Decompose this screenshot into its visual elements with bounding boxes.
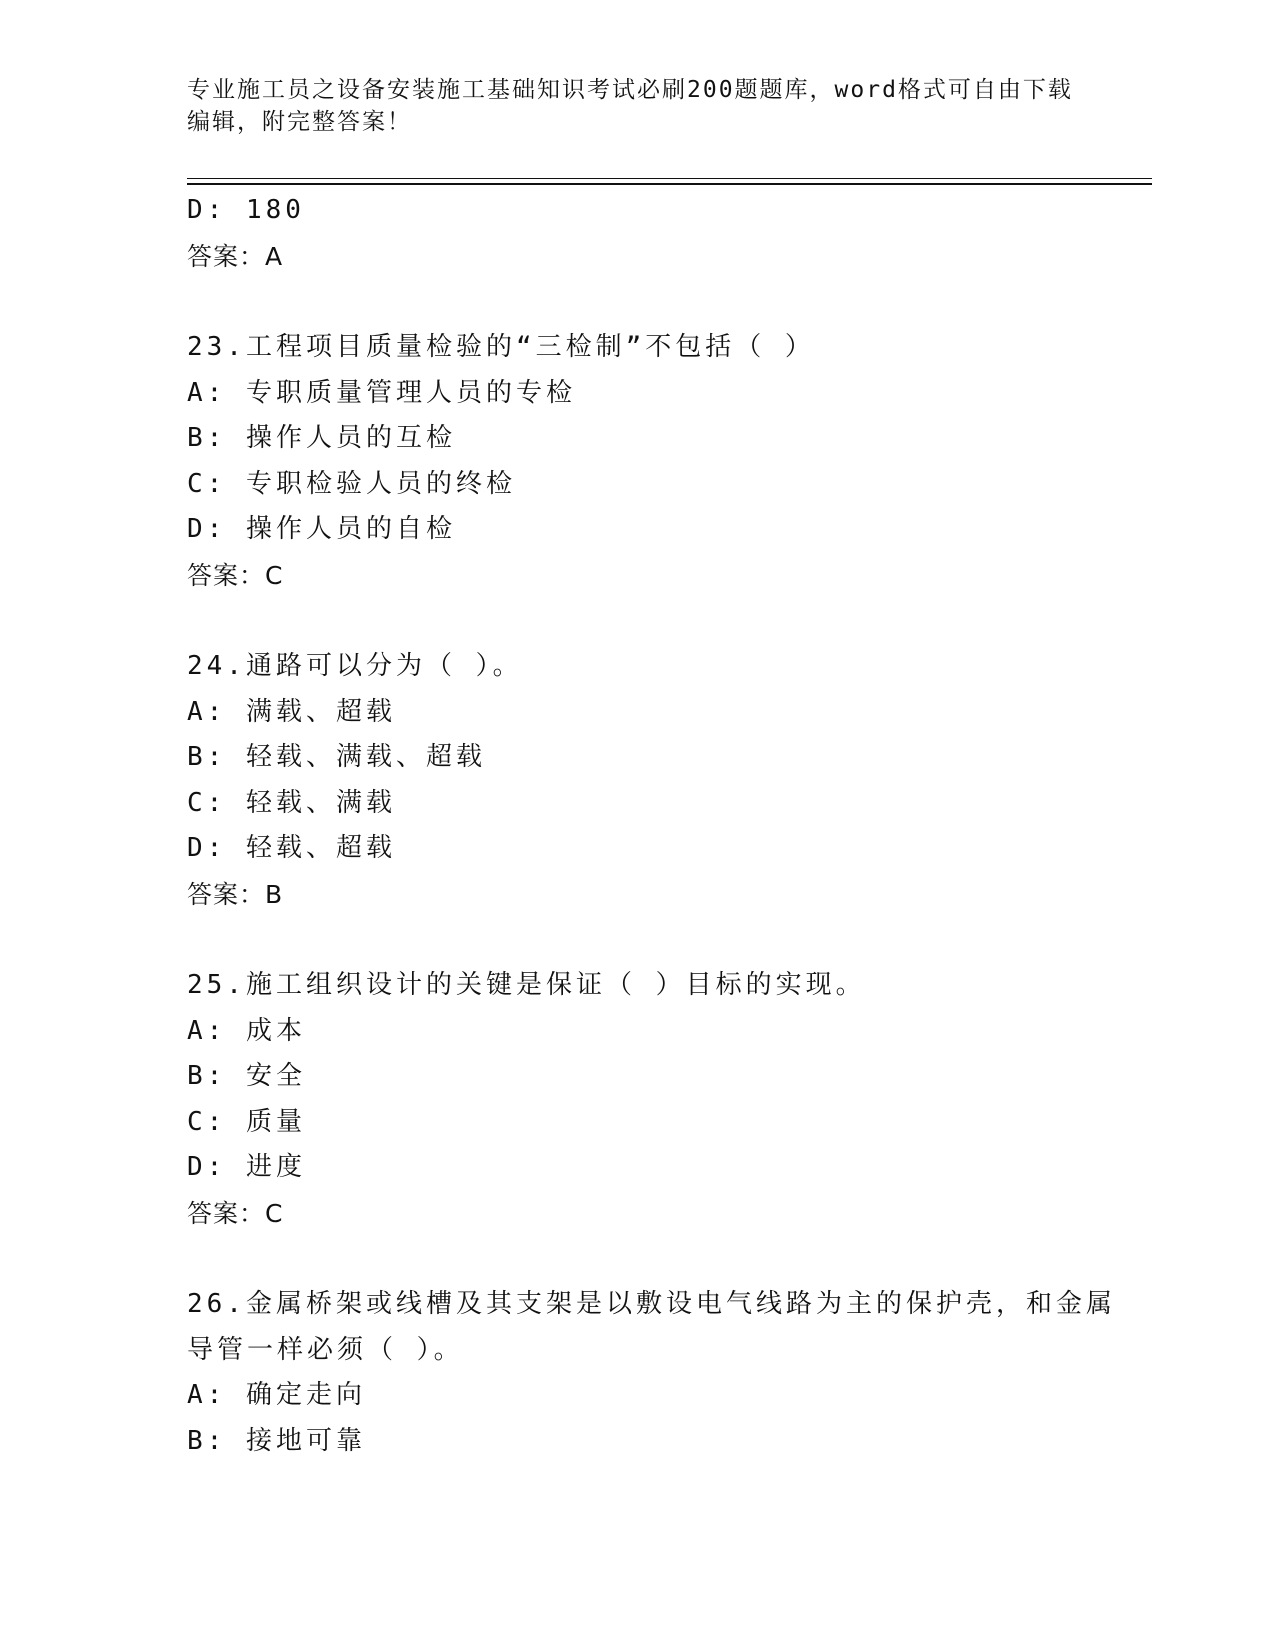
answer: 答案：C: [187, 1198, 284, 1228]
spacer: [187, 1236, 1147, 1282]
question-stem: 23.工程项目质量检验的“三检制”不包括（ ）: [187, 332, 815, 362]
option-d: D: 180: [187, 195, 305, 225]
document-body: [187, 188, 1147, 1464]
question-23: [187, 325, 1147, 598]
question-stem: 25.施工组织设计的关键是保证（ ）目标的实现。: [187, 970, 866, 1000]
spacer: [187, 598, 1147, 644]
answer: 答案：B: [187, 879, 284, 909]
option-c: C: 专职检验人员的终检: [187, 468, 516, 499]
header-divider-thick: [187, 183, 1152, 185]
option-d: D: 操作人员的自检: [187, 514, 456, 544]
option-b: B: 轻载、满载、超载: [187, 742, 486, 772]
option-a: A: 确定走向: [187, 1380, 366, 1410]
question-25: [187, 963, 1147, 1236]
option-a: A: 满载、超载: [187, 696, 396, 727]
document-header: [187, 74, 1087, 138]
header-divider-thin: [187, 178, 1152, 179]
question-stem-line-1: 26.金属桥架或线槽及其支架是以敷设电气线路为主的保护壳，和金属: [187, 1289, 1116, 1319]
question-stem: 24.通路可以分为（ ）。: [187, 651, 523, 681]
option-a: A: 专职质量管理人员的专检: [187, 377, 576, 408]
spacer: [187, 917, 1147, 963]
option-b: B: 操作人员的互检: [187, 423, 456, 453]
question-stem-line-2: 导管一样必须（ ）。: [187, 1334, 464, 1365]
spacer: [187, 279, 1147, 325]
header-line-2: 编辑，附完整答案！: [187, 109, 412, 135]
answer: 答案：C: [187, 560, 284, 590]
option-c: C: 质量: [187, 1106, 306, 1137]
question-24: [187, 644, 1147, 917]
answer: 答案：A: [187, 241, 284, 271]
option-a: A: 成本: [187, 1015, 306, 1046]
option-c: C: 轻载、满载: [187, 787, 396, 818]
option-b: B: 安全: [187, 1061, 306, 1091]
option-d: D: 轻载、超载: [187, 833, 396, 863]
question-26: [187, 1282, 1147, 1464]
header-line-1: 专业施工员之设备安装施工基础知识考试必刷200题题库，word格式可自由下载: [187, 77, 1073, 103]
option-b: B: 接地可靠: [187, 1425, 366, 1456]
option-d: D: 进度: [187, 1152, 306, 1182]
